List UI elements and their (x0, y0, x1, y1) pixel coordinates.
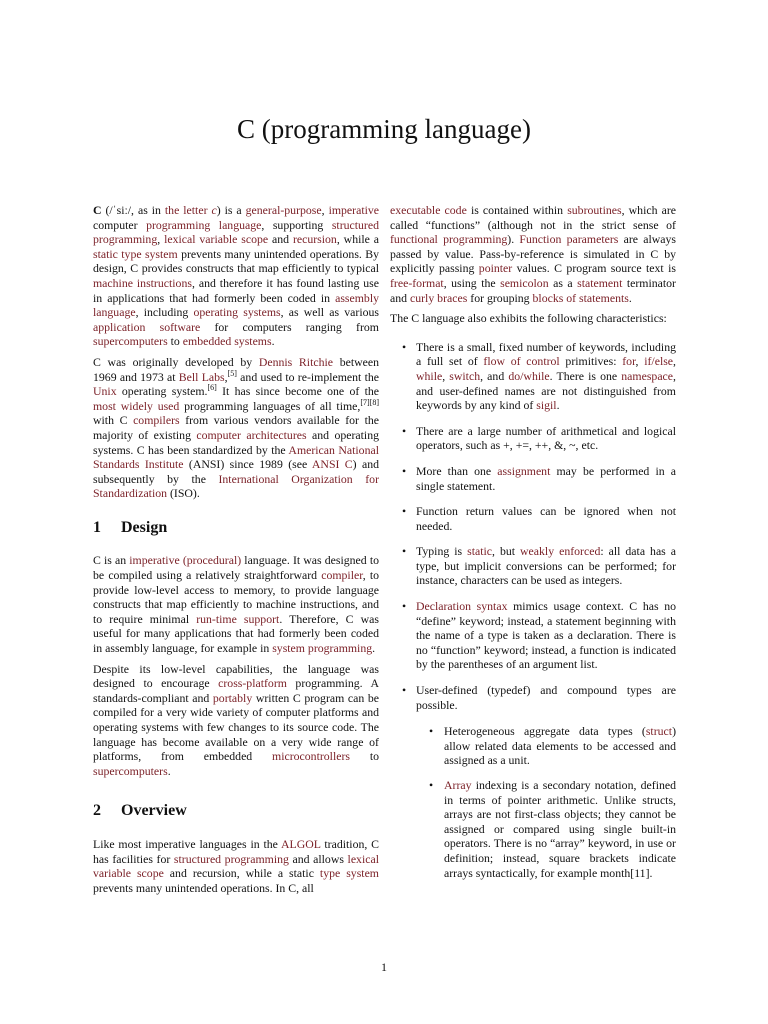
link-structured-programming[interactable]: structured programming (93, 217, 379, 247)
list-item: • Typing is static, but weakly enforced: all data has a type, but implicit conversions can be performed; for instance, characters can be used as integers. (390, 544, 676, 588)
link-subroutines[interactable]: subroutines (567, 203, 622, 217)
link-imperative[interactable]: imperative (328, 203, 380, 217)
link-run-time-support[interactable]: run-time support (196, 611, 280, 626)
list-item: • Heterogeneous aggregate data types (struct) allow related data elements to be accessed and assigned as a unit. (416, 724, 676, 768)
link-blocks-of-statements[interactable]: blocks of statements (532, 290, 629, 305)
left-column (93, 203, 379, 901)
link-namespace[interactable]: namespace (621, 368, 674, 383)
compound-types-sublist (416, 724, 676, 880)
intro-paragraph: C (/ˈsiː/, as in the letter c) is a general-purpose, imperative computer programming language, supporting structured programming, lexical variable scope and recursion, while a static type system prevents many unintended operations. By design, C provides constructs that map efficiently to typical machine instructions, and therefore it has found lasting use in applications that had formerly been coded in assembly language, including operating systems, as well as various application software for computers ranging from supercomputers to embedded systems. (93, 203, 380, 349)
list-item: • Function return values can be ignored when not needed. (390, 504, 676, 533)
link-switch[interactable]: switch (449, 368, 481, 383)
characteristics-intro: The C language also exhibits the following characteristics: (390, 311, 667, 326)
link-most-widely-used[interactable]: most widely used (93, 398, 180, 413)
link-for[interactable]: for (622, 354, 636, 369)
link-system-programming[interactable]: system programming (272, 641, 373, 656)
link-free-format[interactable]: free-format (390, 275, 444, 290)
section-heading-design: 1 Design (93, 518, 168, 536)
link-executable-code[interactable]: executable code (390, 203, 467, 217)
link-declaration-syntax[interactable]: Declaration syntax (416, 599, 508, 614)
characteristics-list (390, 340, 676, 880)
link-weakly-enforced[interactable]: weakly enforced (520, 544, 601, 559)
link-array[interactable]: Array (444, 778, 472, 792)
link-compilers[interactable]: compilers (133, 413, 180, 428)
link-microcontrollers[interactable]: microcontrollers (272, 749, 350, 764)
design-paragraph-1: C is an imperative (procedural) language. It was designed to be compiled using a relatively straightforward compiler, to provide low-level access to memory, to provide language constructs that map efficiently to machine instructions, and to require minimal run-time support. Therefore, C was useful for many applications that had formerly been coded in assembly language, for example in system programming. (93, 553, 379, 656)
link-do-while[interactable]: do/while (508, 368, 550, 383)
link-statement[interactable]: statement (577, 275, 623, 290)
link-unix[interactable]: Unix (93, 384, 117, 399)
history-paragraph: C was originally developed by Dennis Ritchie between 1969 and 1973 at Bell Labs,[5] and used to re-implement the Unix operating system.[6] It has since become one of the most widely used programming languages of all time,[7][8] with C compilers from various vendors available for the majority of existing computer architectures and operating systems. C has been standardized by the American National Standards Institute (ANSI) since 1989 (see ANSI C) and subsequently by the International Organization for Standardization (ISO). (93, 354, 380, 501)
link-operating-systems[interactable]: operating systems (193, 305, 281, 320)
link-general-purpose[interactable]: general-purpose (245, 203, 322, 217)
link-structured-programming-2[interactable]: structured programming (173, 851, 289, 866)
list-item: • Array indexing is a secondary notation, defined in terms of pointer arithmetic. Unlike structs, arrays are not first-class objects; they cannot be assigned or compared using single built-in operators. There is no “array” keyword, in use or definition; instead, square brackets indicate arrays syntactically, for example month[11]. (416, 778, 676, 880)
link-type-system[interactable]: type system (319, 866, 379, 881)
link-if-else[interactable]: if/else (644, 354, 674, 369)
link-application-software[interactable]: application software (93, 319, 201, 334)
link-compiler[interactable]: compiler (321, 568, 363, 583)
link-recursion[interactable]: recursion (292, 232, 337, 247)
link-letter-c[interactable]: c (211, 203, 217, 217)
list-item: • User-defined (typedef) and compound types are possible. • Heterogeneous aggregate data types (struct) allow related data elements to be accessed and assigned as a unit. • Array indexing is a secondary notation, defined in terms of pointer arithmetic. Unlike structs, arrays are not first-class objects; they cannot be assigned or compared using single built-in operators. There is no “array” keyword, in use or definition; instead, square brackets indicate arrays syntactically, for example month[11]. (390, 683, 676, 880)
right-column (390, 203, 676, 891)
link-static[interactable]: static (467, 544, 493, 559)
link-dennis-ritchie[interactable]: Dennis Ritchie (258, 354, 333, 369)
link-the-letter[interactable]: the letter (164, 203, 208, 217)
list-item: • More than one assignment may be performed in a single statement. (390, 464, 676, 493)
link-static-type-system[interactable]: static type system (93, 246, 178, 261)
overview-continued-paragraph: executable code is contained within subroutines, which are called “functions” (although not in the strict sense of functional programming). Function parameters are always passed by value. Pass-by-reference is simulated in C by explicitly passing pointer values. C program source text is free-format, using the semicolon as a statement terminator and curly braces for grouping blocks of statements. (390, 203, 677, 305)
citation-5[interactable]: [5] (227, 368, 237, 378)
link-flow-of-control[interactable]: flow of control (483, 354, 560, 369)
link-supercomputers-2[interactable]: supercomputers (93, 763, 168, 778)
link-embedded-systems[interactable]: embedded systems (182, 334, 272, 349)
list-item: • Declaration syntax mimics usage context. C has no “define” keyword; instead, a statement beginning with the name of a type is taken as a declaration. There is no “function” keyword; instead, a function is indicated by the parentheses of an argument list. (390, 599, 676, 672)
link-assembly-language[interactable]: assembly language (93, 290, 379, 320)
overview-paragraph: Like most imperative languages in the ALGOL tradition, C has facilities for structured programming and allows lexical variable scope and recursion, while a static type system prevents many unintended operations. In C, all (93, 836, 380, 895)
list-item: • There is a small, fixed number of keywords, including a full set of flow of control primitives: for, if/else, while, switch, and do/while. There is one namespace, and user-defined names are not distinguished from keywords by any kind of sigil. (390, 340, 676, 413)
link-programming-language[interactable]: programming language (146, 217, 262, 232)
link-ansi[interactable]: American National Standards Institute (93, 442, 379, 472)
link-sigil[interactable]: sigil (536, 398, 557, 413)
link-cross-platform[interactable]: cross-platform (218, 676, 287, 691)
link-supercomputers[interactable]: supercomputers (93, 334, 168, 349)
link-struct[interactable]: struct (645, 724, 673, 739)
link-ansi-c[interactable]: ANSI C (311, 457, 353, 472)
link-assignment[interactable]: assignment (497, 463, 551, 478)
link-machine-instructions[interactable]: machine instructions (93, 275, 192, 290)
link-function-parameters[interactable]: Function parameters (519, 232, 619, 247)
citation-7-8[interactable]: [7][8] (360, 397, 380, 407)
link-portably[interactable]: portably (212, 690, 253, 705)
citation-6[interactable]: [6] (207, 383, 217, 393)
page-title: C (programming language) (237, 114, 531, 144)
list-item: • There are a large number of arithmetical and logical operators, such as +, +=, ++, &, ~, etc. (390, 424, 676, 453)
link-lexical-variable-scope[interactable]: lexical variable scope (164, 232, 269, 247)
link-curly-braces[interactable]: curly braces (409, 290, 468, 305)
link-iso[interactable]: International Organization for Standardization (93, 471, 379, 501)
design-paragraph-2: Despite its low-level capabilities, the language was designed to encourage cross-platform programming. A standards-compliant and portably written C program can be compiled for a very wide variety of computer platforms and operating systems with few changes to its source code. The language has become available on a very wide range of platforms, from embedded microcontrollers to supercomputers. (93, 661, 380, 778)
link-algol[interactable]: ALGOL (281, 836, 321, 851)
link-imperative-2[interactable]: imperative (129, 553, 180, 568)
link-procedural[interactable]: (procedural) (182, 553, 242, 568)
link-computer-architectures[interactable]: computer architectures (196, 427, 307, 442)
link-semicolon[interactable]: semicolon (500, 275, 549, 290)
link-pointer[interactable]: pointer (478, 261, 513, 276)
link-while[interactable]: while (416, 368, 443, 383)
link-functional-programming[interactable]: functional programming (390, 232, 508, 247)
link-bell-labs[interactable]: Bell Labs (178, 369, 225, 384)
link-lexical-variable-scope-2[interactable]: lexical variable scope (93, 851, 379, 881)
section-heading-overview: 2 Overview (93, 802, 187, 820)
page-number: 1 (381, 960, 387, 974)
